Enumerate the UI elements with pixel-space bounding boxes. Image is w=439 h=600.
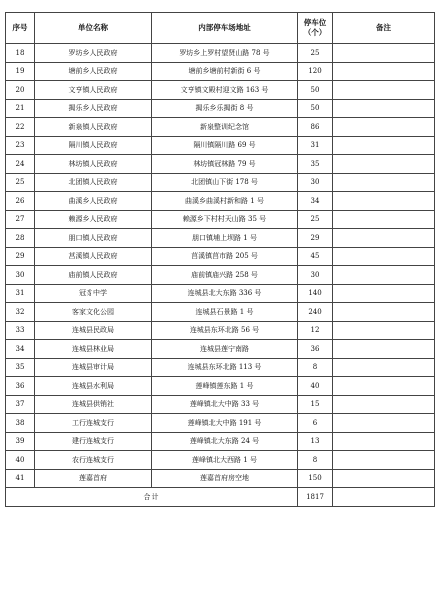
cell-index: 36 [6,377,35,396]
cell-remarks [333,247,435,266]
table-row [6,81,435,100]
header-unit-name: 单位名称 [35,13,152,44]
cell-remarks [333,395,435,414]
cell-unit-name: 建行连城支行 [35,432,152,451]
cell-index: 38 [6,414,35,433]
cell-index: 18 [6,44,35,63]
cell-address: 莲峰镇北大中路 191 号 [152,414,298,433]
cell-address: 赖源乡下村村天山路 35 号 [152,210,298,229]
table-body [6,44,435,488]
cell-address: 连城县东环北路 113 号 [152,358,298,377]
cell-remarks [333,192,435,211]
cell-index: 41 [6,469,35,488]
table-row [6,136,435,155]
cell-address: 连城县北大东路 336 号 [152,284,298,303]
parking-lot-table [5,12,435,507]
total-label: 合计 [6,488,298,507]
cell-index: 32 [6,303,35,322]
table-row [6,395,435,414]
cell-address: 连城县莲宁南路 [152,340,298,359]
table-header-row [6,13,435,44]
cell-address: 庙前镇庙兴路 258 号 [152,266,298,285]
cell-index: 33 [6,321,35,340]
cell-spaces: 25 [298,44,333,63]
cell-remarks [333,266,435,285]
cell-index: 30 [6,266,35,285]
cell-index: 29 [6,247,35,266]
cell-unit-name: 林坊镇人民政府 [35,155,152,174]
cell-address: 莲嘉首府房空地 [152,469,298,488]
cell-address: 隔川镇隔川路 69 号 [152,136,298,155]
cell-remarks [333,432,435,451]
cell-remarks [333,136,435,155]
cell-remarks [333,469,435,488]
cell-unit-name: 客家文化公园 [35,303,152,322]
cell-spaces: 13 [298,432,333,451]
cell-spaces: 25 [298,210,333,229]
cell-unit-name: 北团镇人民政府 [35,173,152,192]
cell-address: 莲峰镇北大东路 24 号 [152,432,298,451]
cell-spaces: 50 [298,99,333,118]
cell-unit-name: 连城县民政局 [35,321,152,340]
cell-remarks [333,414,435,433]
cell-unit-name: 庙前镇人民政府 [35,266,152,285]
table-row [6,247,435,266]
table-row [6,118,435,137]
cell-unit-name: 隔川镇人民政府 [35,136,152,155]
cell-index: 39 [6,432,35,451]
cell-address: 北团镇山下街 178 号 [152,173,298,192]
cell-remarks [333,229,435,248]
cell-spaces: 40 [298,377,333,396]
cell-spaces: 6 [298,414,333,433]
cell-index: 21 [6,99,35,118]
cell-spaces: 240 [298,303,333,322]
cell-spaces: 34 [298,192,333,211]
cell-address: 莲峰镇北大中路 33 号 [152,395,298,414]
cell-index: 22 [6,118,35,137]
cell-spaces: 36 [298,340,333,359]
cell-index: 28 [6,229,35,248]
cell-remarks [333,340,435,359]
cell-unit-name: 塘前乡人民政府 [35,62,152,81]
cell-remarks [333,303,435,322]
cell-spaces: 45 [298,247,333,266]
cell-address: 林坊镇冠林路 79 号 [152,155,298,174]
table-row [6,62,435,81]
header-spaces [298,13,333,44]
cell-index: 19 [6,62,35,81]
table-row [6,99,435,118]
cell-remarks [333,377,435,396]
cell-unit-name: 工行连城支行 [35,414,152,433]
cell-address: 莲峰镇北大西路 1 号 [152,451,298,470]
cell-index: 31 [6,284,35,303]
table-row [6,192,435,211]
cell-spaces: 15 [298,395,333,414]
cell-unit-name: 新泉镇人民政府 [35,118,152,137]
header-remarks: 备注 [333,13,435,44]
cell-remarks [333,358,435,377]
cell-unit-name: 文亨镇人民政府 [35,81,152,100]
table-row [6,266,435,285]
cell-spaces: 150 [298,469,333,488]
cell-remarks [333,62,435,81]
table-row [6,377,435,396]
cell-index: 37 [6,395,35,414]
header-spaces-line1: 停车位 [303,18,327,27]
cell-unit-name: 农行连城支行 [35,451,152,470]
cell-unit-name: 曲溪乡人民政府 [35,192,152,211]
cell-spaces: 30 [298,266,333,285]
cell-index: 24 [6,155,35,174]
cell-index: 34 [6,340,35,359]
cell-address: 朋口镇埔上坝路 1 号 [152,229,298,248]
cell-unit-name: 连城县供销社 [35,395,152,414]
cell-address: 新泉整训纪念馆 [152,118,298,137]
cell-unit-name: 冠豸中学 [35,284,152,303]
cell-index: 27 [6,210,35,229]
cell-index: 25 [6,173,35,192]
table-row [6,44,435,63]
cell-address: 揭乐乡乐揭街 8 号 [152,99,298,118]
table-row [6,358,435,377]
cell-remarks [333,99,435,118]
table-row [6,432,435,451]
total-spaces: 1817 [298,488,333,507]
cell-remarks [333,451,435,470]
cell-unit-name: 连城县林业局 [35,340,152,359]
cell-spaces: 140 [298,284,333,303]
cell-remarks [333,173,435,192]
cell-unit-name: 莲嘉首府 [35,469,152,488]
cell-address: 连城县石景路 1 号 [152,303,298,322]
cell-unit-name: 揭乐乡人民政府 [35,99,152,118]
cell-index: 40 [6,451,35,470]
table-row [6,321,435,340]
table-row [6,284,435,303]
cell-remarks [333,118,435,137]
header-spaces-line2: （个） [303,28,327,37]
cell-spaces: 50 [298,81,333,100]
header-address: 内部停车场地址 [152,13,298,44]
cell-spaces: 8 [298,451,333,470]
table-row [6,155,435,174]
table-row [6,303,435,322]
cell-address: 连城县东环北路 56 号 [152,321,298,340]
cell-spaces: 31 [298,136,333,155]
cell-unit-name: 赖源乡人民政府 [35,210,152,229]
cell-address: 罗坊乡上罗村望贤山路 78 号 [152,44,298,63]
cell-index: 23 [6,136,35,155]
table-row [6,229,435,248]
table-row [6,469,435,488]
header-index: 序号 [6,13,35,44]
cell-spaces: 35 [298,155,333,174]
cell-remarks [333,81,435,100]
cell-address: 文亨镇文殿村迎文路 163 号 [152,81,298,100]
cell-remarks [333,155,435,174]
cell-address: 塘前乡塘前村新街 6 号 [152,62,298,81]
total-remarks [333,488,435,507]
cell-index: 35 [6,358,35,377]
cell-address: 莒溪镇莒市路 205 号 [152,247,298,266]
cell-spaces: 120 [298,62,333,81]
table-row [6,173,435,192]
cell-spaces: 29 [298,229,333,248]
cell-spaces: 12 [298,321,333,340]
cell-remarks [333,284,435,303]
cell-remarks [333,210,435,229]
table-row [6,340,435,359]
cell-unit-name: 连城县审计局 [35,358,152,377]
cell-index: 26 [6,192,35,211]
table-row [6,210,435,229]
cell-remarks [333,44,435,63]
table-row [6,451,435,470]
cell-index: 20 [6,81,35,100]
cell-unit-name: 罗坊乡人民政府 [35,44,152,63]
cell-spaces: 86 [298,118,333,137]
cell-unit-name: 连城县水利局 [35,377,152,396]
cell-unit-name: 莒溪镇人民政府 [35,247,152,266]
cell-unit-name: 朋口镇人民政府 [35,229,152,248]
table-row [6,414,435,433]
total-row [6,488,435,507]
cell-spaces: 8 [298,358,333,377]
cell-remarks [333,321,435,340]
cell-address: 曲溪乡曲溪村新和路 1 号 [152,192,298,211]
cell-address: 莲峰镇莲东路 1 号 [152,377,298,396]
cell-spaces: 30 [298,173,333,192]
